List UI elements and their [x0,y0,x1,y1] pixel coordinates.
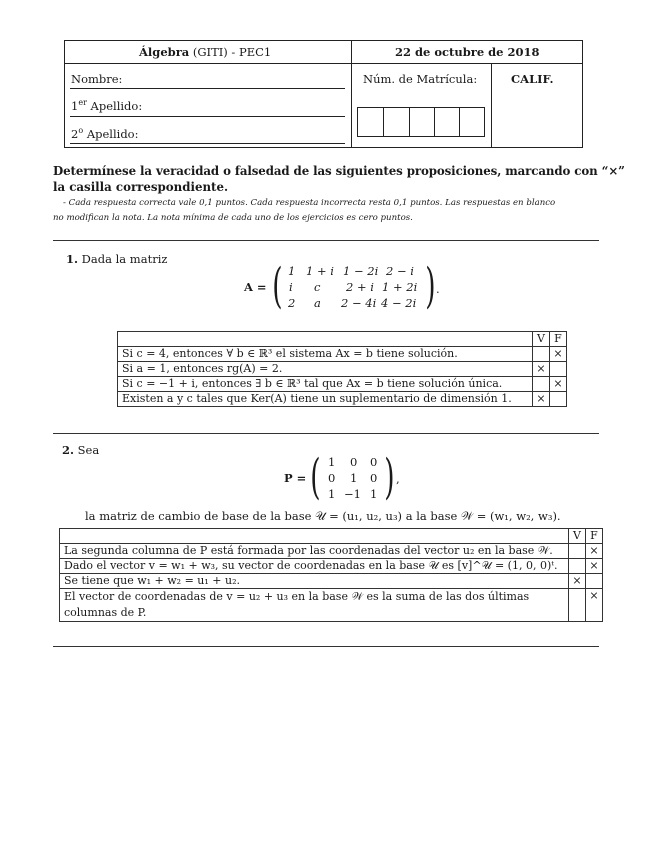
apellido1-label: 1er Apellido: [71,98,143,113]
q2-description: la matriz de cambio de base de la base 𝒰 = (u₁, u₂, u₃) a la base 𝒲 = (w₁, w₂, w₃). [85,509,561,523]
exam-header [64,40,583,148]
statement: El vector de coordenadas de v = u₂ + u₃ en la base 𝒲 es la suma de las dos últimas columnas de P. [60,589,569,622]
v-checkbox[interactable]: × [533,392,550,407]
f-checkbox[interactable]: × [586,544,603,559]
statement: Existen a y c tales que Ker(A) tiene un suplementario de dimensión 1. [118,392,533,407]
matricula-boxes[interactable] [357,107,485,137]
table-row [118,347,567,362]
matricula-label: Núm. de Matrícula: [363,72,478,86]
matrix-cell: 1 [370,487,378,501]
statement: Dado el vector v = w₁ + w₃, su vector de coordenadas en la base 𝒰 es [v]^𝒰 = (1, 0, 0)ᵗ. [60,559,569,574]
matrix-cell: −1 [344,487,361,501]
q2-matrix-end: , [396,472,400,486]
statement: Si a = 1, entonces rg(A) = 2. [118,362,533,377]
matrix-cell: 1 [288,264,296,278]
matrix-cell: 2 [288,296,296,310]
matrix-cell: 1 − 2i [343,264,379,278]
matricula-box-divider [434,108,435,136]
f-checkbox[interactable]: × [550,377,567,392]
col-f-header: F [586,529,603,544]
q2-intro: 2. Sea [62,443,100,457]
statement: Si c = −1 + i, entonces ∃ b ∈ ℝ³ tal que Ax = b tiene solución única. [118,377,533,392]
table-cell [60,529,569,544]
table-row [118,392,567,407]
v-checkbox[interactable] [569,559,586,574]
section-divider [53,433,599,434]
section-divider [53,240,599,241]
table-row [60,589,603,622]
q2-matrix [318,455,388,505]
name-field[interactable] [70,88,345,89]
q2-matrix-label: P = [284,471,307,485]
table-cell [118,332,533,347]
header-divider [65,63,582,64]
matrix-cell: 2 − 4i [341,296,377,310]
matrix-cell: 4 − 2i [381,296,417,310]
matrix-cell: 1 + 2i [382,280,418,294]
matrix-cell: 0 [370,471,378,485]
f-checkbox[interactable] [550,392,567,407]
q1-answer-table [117,331,567,407]
f-checkbox[interactable]: × [586,559,603,574]
apellido1-field[interactable] [70,116,345,117]
table-row [60,559,603,574]
section-divider [53,646,599,647]
matricula-box-divider [409,108,410,136]
q1-left-paren: ( [272,258,283,314]
f-checkbox[interactable]: × [586,589,603,622]
col-v-header: V [533,332,550,347]
name-label: Nombre: [71,72,123,86]
matrix-cell: 0 [350,455,358,469]
apellido2-field[interactable] [70,143,345,144]
f-checkbox[interactable] [586,574,603,589]
matrix-cell: c [314,280,321,294]
q1-right-paren: ) [425,258,436,314]
q2-answer-table [59,528,603,622]
col-v-header: V [569,529,586,544]
statement: Se tiene que w₁ + w₂ = u₁ + u₂. [60,574,569,589]
col-f-header: F [550,332,567,347]
matrix-cell: 1 + i [306,264,334,278]
matricula-box-divider [383,108,384,136]
q2-right-paren: ) [384,449,395,505]
calif-label: CALIF. [511,72,554,86]
matrix-cell: 0 [328,471,336,485]
matrix-cell: 0 [370,455,378,469]
q1-matrix-label: A = [244,280,267,294]
q2-left-paren: ( [310,449,321,505]
v-checkbox[interactable]: × [569,574,586,589]
table-row [118,377,567,392]
table-header-row [60,529,603,544]
instructions-note-2: no modifican la nota. La nota mínima de cada uno de los ejercicios es cero puntos. [53,213,413,223]
matricula-box-divider [459,108,460,136]
table-header-row [118,332,567,347]
instructions-title: Determínese la veracidad o falsedad de las siguientes proposiciones, marcando con “×” [53,164,625,178]
f-checkbox[interactable] [550,362,567,377]
matrix-cell: 1 [328,487,336,501]
matrix-cell: 1 [328,455,336,469]
statement: Si c = 4, entonces ∀ b ∈ ℝ³ el sistema Ax = b tiene solución. [118,347,533,362]
exam-date: 22 de octubre de 2018 [395,45,540,59]
v-checkbox[interactable] [569,589,586,622]
v-checkbox[interactable] [533,377,550,392]
v-checkbox[interactable] [569,544,586,559]
header-divider [351,41,352,147]
v-checkbox[interactable] [533,347,550,362]
matrix-cell: 2 + i [346,280,374,294]
matrix-cell: 2 − i [386,264,414,278]
q1-matrix [280,264,430,314]
header-divider [491,63,492,147]
table-row [118,362,567,377]
q1-matrix-end: . [436,282,440,296]
table-row [60,544,603,559]
instructions-note: - Cada respuesta correcta vale 0,1 puntos. Cada respuesta incorrecta resta 0,1 puntos. Las respuestas en blanco [63,198,556,208]
v-checkbox[interactable]: × [533,362,550,377]
matrix-cell: i [289,280,293,294]
statement: La segunda columna de P está formada por las coordenadas del vector u₂ en la base 𝒲. [60,544,569,559]
f-checkbox[interactable]: × [550,347,567,362]
apellido2-label: 2$^o$ Apellido: [71,126,139,141]
instructions-title-2: la casilla correspondiente. [53,180,229,194]
course-title: Álgebra (GITI) - PEC1 [139,45,272,59]
table-row [60,574,603,589]
q1-intro: 1. Dada la matriz [66,252,168,266]
matrix-cell: a [314,296,321,310]
matrix-cell: 1 [350,471,358,485]
